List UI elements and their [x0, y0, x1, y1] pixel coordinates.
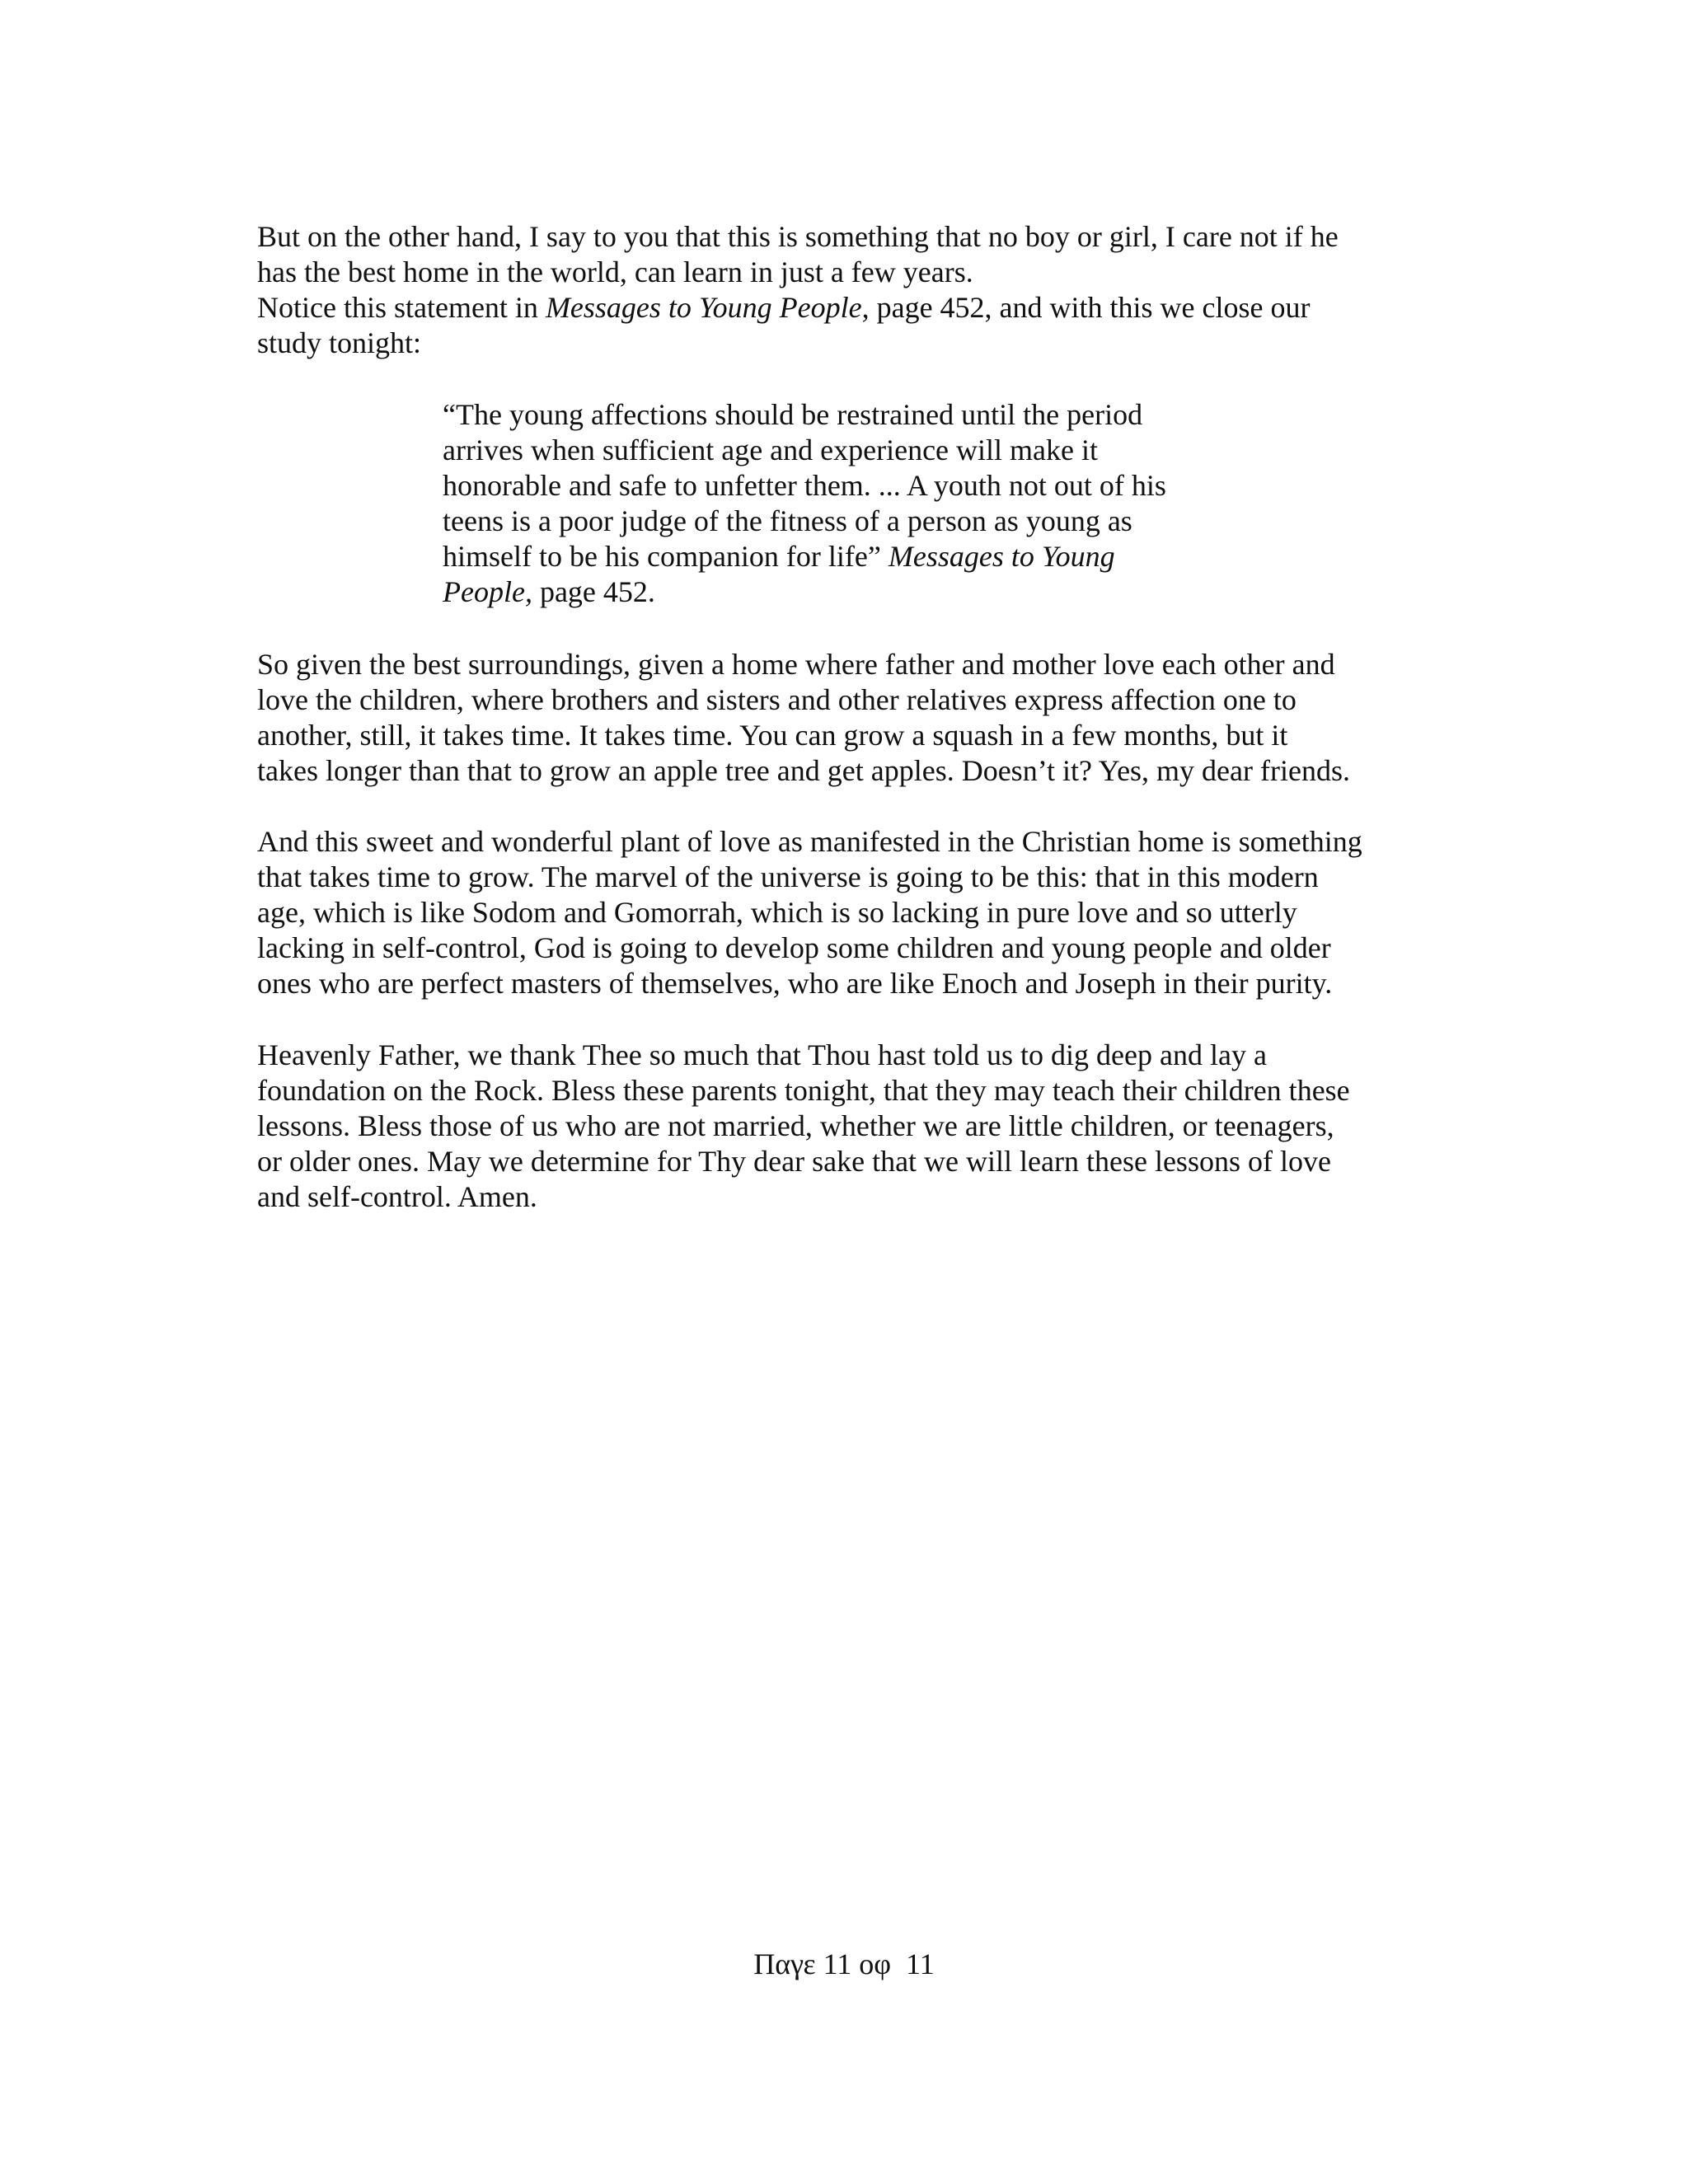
text-line: or older ones. May we determine for Thy dear sake that we will learn these lessons of love: [257, 1145, 1331, 1178]
quote-line: teens is a poor judge of the fitness of a person as young as: [443, 504, 1132, 537]
quote-line: “The young affections should be restrained until the period: [443, 398, 1143, 431]
text-line: So given the best surroundings, given a home where father and mother love each other and: [257, 648, 1335, 681]
book-title: People,: [443, 575, 532, 608]
text-line: and self-control. Amen.: [257, 1180, 537, 1213]
text-line: age, which is like Sodom and Gomorrah, which is so lacking in pure love and so utterly: [257, 896, 1297, 929]
text-line: [257, 290, 1428, 326]
paragraph-plant-of-love: [257, 824, 1428, 1001]
text-line: love the children, where brothers and sisters and other relatives express affection one to: [257, 683, 1296, 716]
text-run: himself to be his companion for life”: [443, 540, 889, 573]
text-run: , page 452, and with this we close our: [861, 291, 1311, 324]
text-line: has the best home in the world, can learn in just a few years.: [257, 255, 973, 288]
quote-line: honorable and safe to unfetter them. ... A youth not out of his: [443, 469, 1166, 502]
paragraph-surroundings: [257, 647, 1428, 789]
paragraph-prayer: [257, 1038, 1428, 1215]
text-line: lessons. Bless those of us who are not married, whether we are little children, or teenagers,: [257, 1109, 1334, 1142]
text-line: takes longer than that to grow an apple tree and get apples. Doesn’t it? Yes, my dear friends.: [257, 754, 1350, 787]
text-line: And this sweet and wonderful plant of love as manifested in the Christian home is something: [257, 825, 1362, 858]
text-line: that takes time to grow. The marvel of the universe is going to be this: that in this modern: [257, 860, 1319, 893]
intro-paragraph: [257, 219, 1428, 361]
book-title: Messages to Young People: [545, 291, 862, 324]
text-line: lacking in self-control, God is going to develop some children and young people and older: [257, 931, 1331, 964]
text-line: study tonight:: [257, 326, 422, 359]
quote-line: [443, 574, 1234, 610]
page-footer: [0, 1947, 1688, 1982]
block-quote: [443, 397, 1234, 610]
page-number: Παγε 11 οφ 11: [753, 1947, 935, 1980]
quote-line: [443, 539, 1234, 574]
text-run: Notice this statement in: [257, 291, 546, 324]
quote-line: arrives when sufficient age and experience will make it: [443, 434, 1099, 466]
text-run: page 452.: [532, 575, 655, 608]
text-line: another, still, it takes time. It takes time. You can grow a squash in a few months, but it: [257, 719, 1288, 752]
text-line: Heavenly Father, we thank Thee so much that Thou hast told us to dig deep and lay a: [257, 1038, 1267, 1071]
book-title: Messages to Young: [888, 540, 1115, 573]
text-line: foundation on the Rock. Bless these parents tonight, that they may teach their children these: [257, 1074, 1350, 1107]
text-line: ones who are perfect masters of themselves, who are like Enoch and Joseph in their purity.: [257, 967, 1333, 1000]
text-line: But on the other hand, I say to you that this is something that no boy or girl, I care not if he: [257, 220, 1339, 253]
